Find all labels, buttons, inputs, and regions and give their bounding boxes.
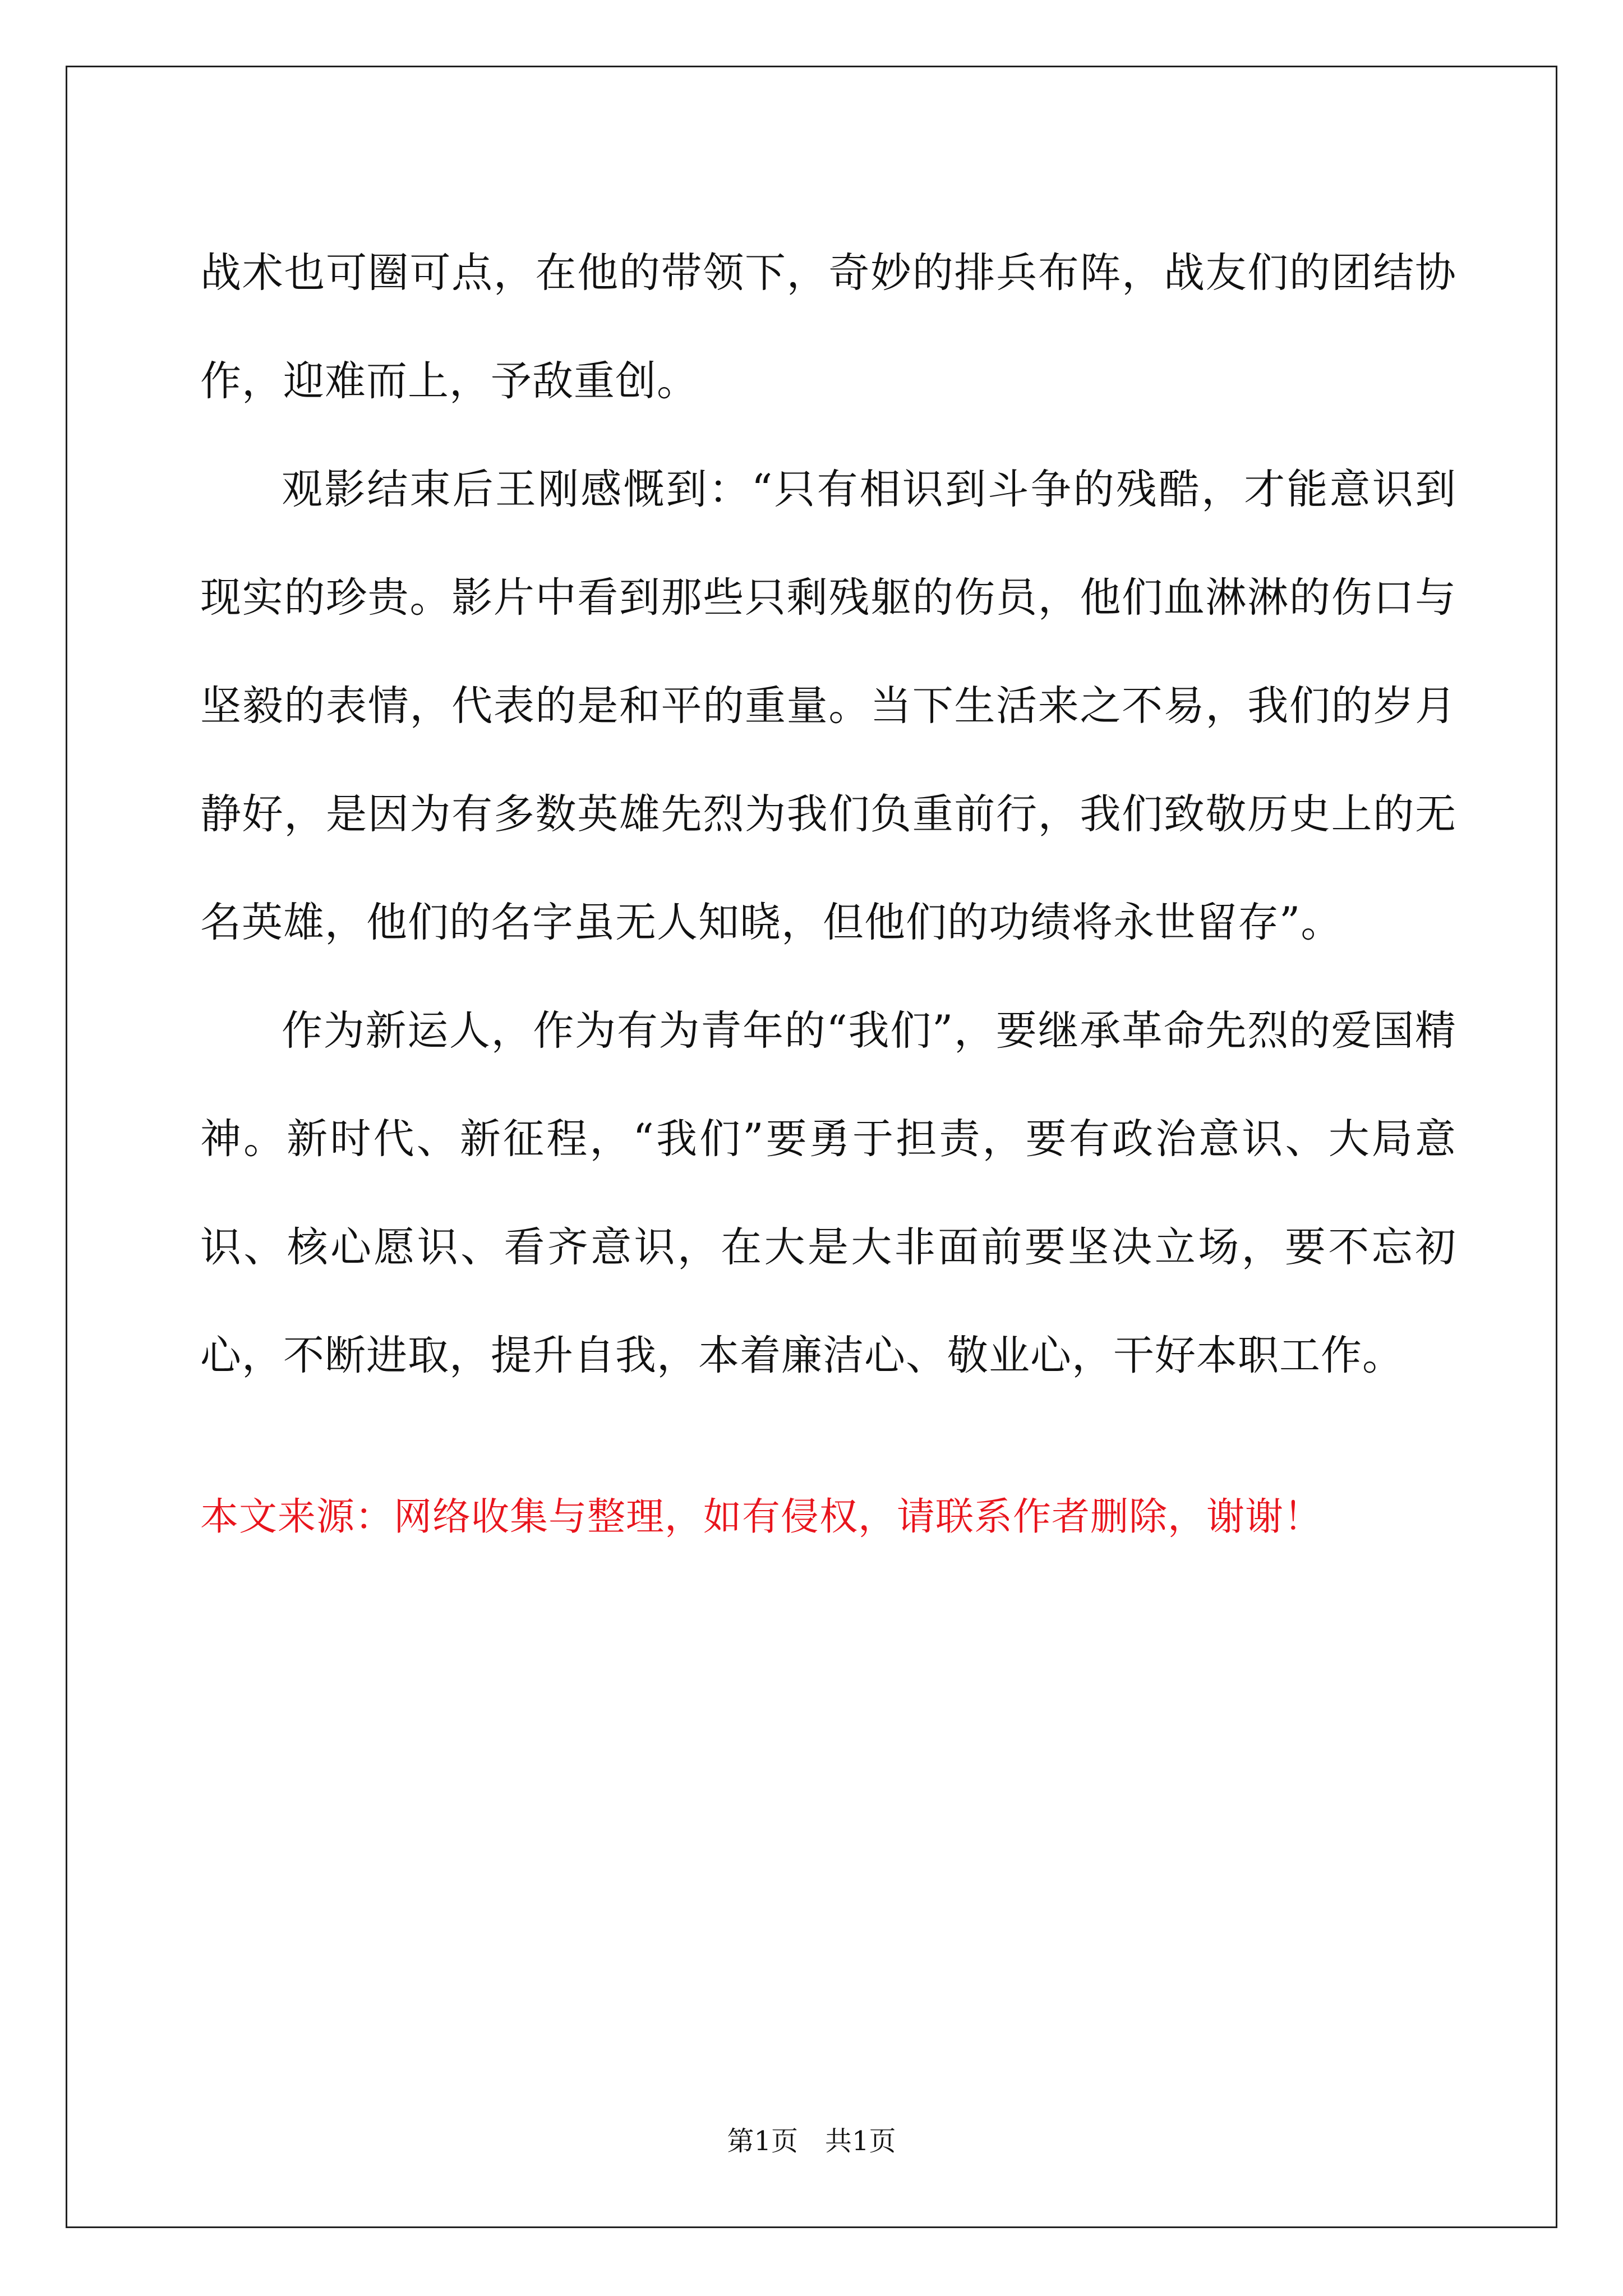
paragraph-2: 观影结束后王刚感慨到：“只有相识到斗争的残酷，才能意识到现实的珍贵。影片中看到那些只剩残躯的伤员，他们血淋淋的伤口与坚毅的表情，代表的是和平的重量。当下生活来之不易，我们的岁月静好，是因为有多数英雄先烈为我们负重前行，我们致敬历史上的无名英雄，他们的名字虽无人知晓，但他们的功绩将永世留存”。 — [200, 466, 1456, 946]
paragraph-1: 战术也可圈可点，在他的带领下，奇妙的排兵布阵，战友们的团结协作，迎难而上，予敌重创。 — [200, 249, 1456, 405]
document-body — [200, 219, 1456, 1410]
page-footer: 第1页 共1页 — [727, 2125, 896, 2157]
paragraph-3: 作为新运人，作为有为青年的“我们”，要继承革命先烈的爱国精神。新时代、新征程，“我们”要勇于担责，要有政治意识、大局意识、核心愿识、看齐意识，在大是大非面前要坚决立场，要不忘初心，不断进取，提升自我，本着廉洁心、敬业心，干好本职工作。 — [200, 1007, 1456, 1379]
source-notice: 本文来源：网络收集与整理，如有侵权，请联系作者删除，谢谢！ — [200, 1495, 1323, 1539]
